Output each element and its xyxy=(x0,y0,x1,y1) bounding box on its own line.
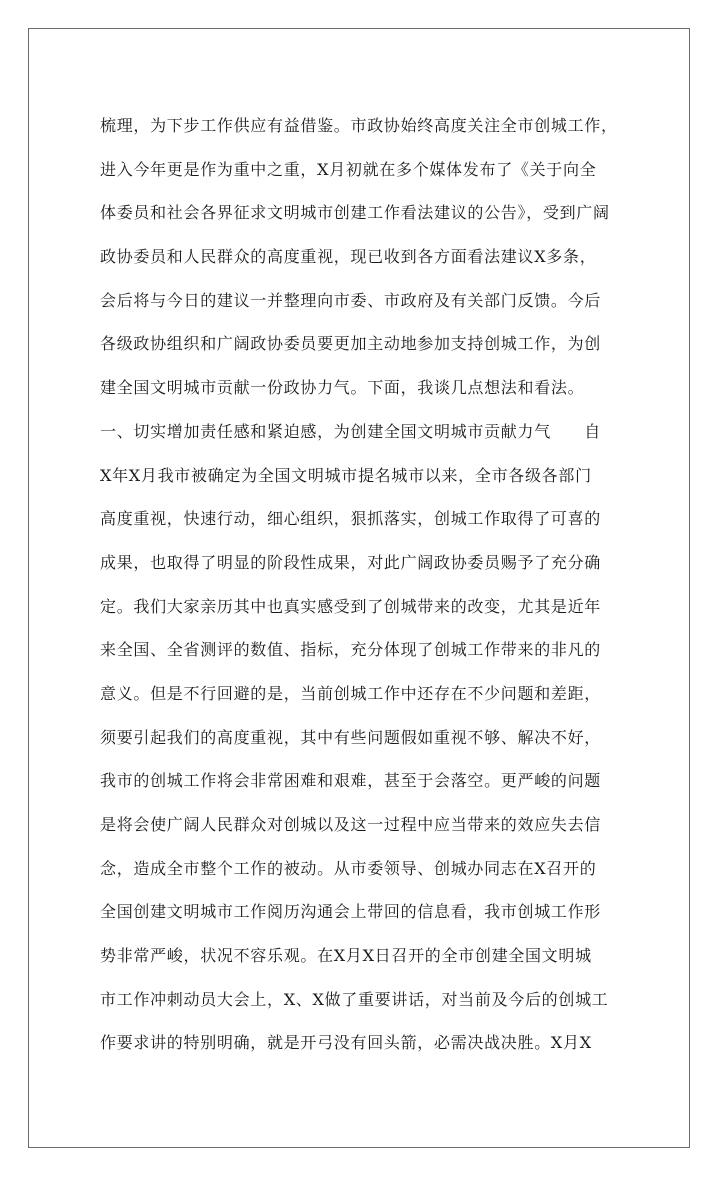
text-line: 政协委员和人民群众的高度重视，现已收到各方面看法建议X多条， xyxy=(100,247,597,267)
text-line: 来全国、全省测评的数值、指标，充分体现了创城工作带来的非凡的 xyxy=(100,640,602,660)
text-line: 是将会使广阔人民群众对创城以及这一过程中应当带来的效应失去信 xyxy=(100,815,602,834)
section-heading-line: 一、切实增加责任感和紧迫感，为创建全国文明城市贡献力气 自 xyxy=(100,421,602,441)
text-line: 梳理，为下步工作供应有益借鉴。市政协始终高度关注全市创城工作， xyxy=(100,116,618,135)
text-line: 定。我们大家亲历其中也真实感受到了创城带来的改变，尤其是近年 xyxy=(100,596,602,616)
text-line: 须要引起我们的高度重视，其中有些问题假如重视不够、解决不好， xyxy=(100,727,602,747)
text-line: 成果，也取得了明显的阶段性成果，对此广阔政协委员赐予了充分确 xyxy=(100,552,602,572)
text-line: 势非常严峻，状况不容乐观。在X月X日召开的全市创建全国文明城 xyxy=(100,946,592,966)
text-line: 念，造成全市整个工作的被动。从市委领导、创城办同志在X召开的 xyxy=(100,858,597,878)
text-line: X年X月我市被确定为全国文明城市提名城市以来，全市各级各部门 xyxy=(100,465,592,485)
document-body xyxy=(100,104,630,1065)
text-line: 体委员和社会各界征求文明城市创建工作看法建议的公告》，受到广阔 xyxy=(100,203,610,223)
text-line: 我市的创城工作将会非常困难和艰难，甚至于会落空。更严峻的问题 xyxy=(100,771,602,791)
text-line: 会后将与今日的建议一并整理向市委、市政府及有关部门反馈。今后 xyxy=(100,290,602,310)
text-line: 作要求讲的特别明确，就是开弓没有回头箭，必需决战决胜。X月X xyxy=(100,1033,592,1053)
text-line: 高度重视，快速行动，细心组织，狠抓落实，创城工作取得了可喜的 xyxy=(100,509,602,529)
text-line: 意义。但是不行回避的是，当前创城工作中还存在不少问题和差距， xyxy=(100,683,602,703)
text-line: 进入今年更是作为重中之重，X月初就在多个媒体发布了《关于向全 xyxy=(100,159,597,179)
text-line: 市工作冲刺动员大会上，X、X做了重要讲话，对当前及今后的创城工 xyxy=(100,989,609,1009)
text-line: 全国创建文明城市工作阅历沟通会上带回的信息看，我市创城工作形 xyxy=(100,902,602,922)
text-line: 各级政协组织和广阔政协委员要更加主动地参加支持创城工作，为创 xyxy=(100,334,602,354)
text-line: 建全国文明城市贡献一份政协力气。下面，我谈几点想法和看法。 xyxy=(100,378,585,398)
